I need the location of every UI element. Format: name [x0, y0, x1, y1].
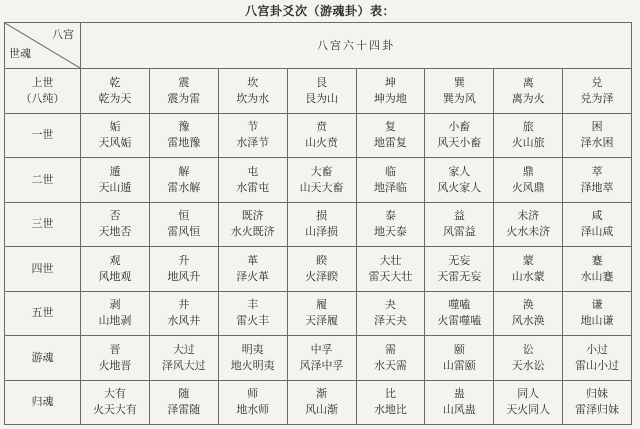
hexagram-cell [425, 113, 494, 158]
hexagram-cell [149, 113, 218, 158]
hexagram-name: 解 [178, 164, 190, 178]
row-label-line: 三世 [31, 217, 54, 231]
hexagram-full-name: 艮为山 [305, 91, 339, 105]
hexagram-full-name: 风泽中孚 [299, 358, 344, 372]
hexagram-full-name: 水泽节 [236, 136, 270, 150]
hexagram-cell [81, 247, 150, 292]
hexagram-name: 师 [247, 387, 259, 401]
hexagram-cell [356, 291, 425, 336]
hexagram-name: 大有 [103, 387, 126, 401]
hexagram-cell [149, 291, 218, 336]
hexagram-cell [494, 158, 563, 203]
hexagram-full-name: 泽地萃 [580, 180, 614, 194]
row-label-line: 归魂 [31, 395, 54, 409]
hexagram-name: 坤 [384, 75, 396, 89]
hexagram-full-name: 火天大有 [92, 403, 137, 417]
hexagram-full-name: 雷水解 [167, 180, 201, 194]
hexagram-cell [425, 247, 494, 292]
hexagram-cell [563, 69, 632, 114]
hexagram-name: 履 [316, 298, 328, 312]
hexagram-cell [218, 202, 287, 247]
hexagram-cell [287, 247, 356, 292]
hexagram-name: 旅 [522, 120, 534, 134]
row-label-line: 游魂 [31, 350, 54, 364]
hexagram-name: 随 [178, 387, 190, 401]
table-row [5, 380, 632, 425]
hexagram-cell [218, 336, 287, 381]
hexagram-cell [494, 113, 563, 158]
hexagram-cell [218, 158, 287, 203]
hexagram-cell [81, 202, 150, 247]
hexagram-full-name: 雷山小过 [575, 358, 620, 372]
header-row [5, 23, 632, 69]
corner-label-generations: 世魂 [9, 47, 31, 60]
hexagram-full-name: 火水未济 [506, 225, 551, 239]
hexagram-cell [218, 291, 287, 336]
hexagram-full-name: 地山谦 [580, 314, 614, 328]
hexagram-full-name: 火山旅 [511, 136, 545, 150]
row-label [5, 291, 81, 336]
hexagram-name: 小过 [586, 342, 609, 356]
hexagram-name: 大过 [172, 342, 195, 356]
hexagram-name: 否 [109, 209, 121, 223]
hexagram-full-name: 地火明夷 [230, 358, 275, 372]
hexagram-name: 既济 [241, 209, 264, 223]
hexagram-cell [425, 158, 494, 203]
hexagram-cell [287, 158, 356, 203]
hexagram-cell [563, 247, 632, 292]
hexagram-cell [218, 113, 287, 158]
hexagram-name: 坎 [247, 75, 259, 89]
hexagram-full-name: 风天小畜 [437, 136, 482, 150]
hexagram-name: 比 [384, 387, 396, 401]
hexagram-full-name: 泽水困 [580, 136, 614, 150]
hexagram-cell [563, 158, 632, 203]
hexagram-name: 姤 [109, 120, 121, 134]
hexagram-full-name: 水火既济 [230, 225, 275, 239]
hexagram-name: 咸 [591, 209, 603, 223]
hexagram-full-name: 地雷复 [373, 136, 407, 150]
hexagram-full-name: 天火同人 [506, 403, 551, 417]
row-label [5, 247, 81, 292]
hexagram-full-name: 火风鼎 [511, 180, 545, 194]
header-span: 八宫六十四卦 [81, 23, 632, 69]
hexagram-full-name: 巽为风 [442, 91, 476, 105]
hexagram-cell [356, 202, 425, 247]
hexagram-cell [356, 69, 425, 114]
hexagram-cell [494, 69, 563, 114]
hexagram-cell [149, 158, 218, 203]
table-row [5, 291, 632, 336]
row-label-line: 上世 [31, 75, 54, 89]
hexagram-name: 贲 [316, 120, 328, 134]
hexagram-full-name: 雷天大壮 [368, 269, 413, 283]
hexagram-full-name: 山雷颐 [442, 358, 476, 372]
hexagram-cell [218, 69, 287, 114]
row-label-line: 五世 [31, 306, 54, 320]
hexagram-full-name: 乾为天 [98, 91, 132, 105]
table-row [5, 113, 632, 158]
hexagram-name: 中孚 [310, 342, 333, 356]
hexagram-cell [356, 380, 425, 425]
hexagram-cell [356, 336, 425, 381]
hexagram-table [4, 22, 632, 425]
hexagram-name: 屯 [247, 164, 259, 178]
hexagram-cell [218, 247, 287, 292]
hexagram-full-name: 风山渐 [305, 403, 339, 417]
hexagram-full-name: 泽天夬 [373, 314, 407, 328]
hexagram-name: 蒙 [522, 253, 534, 267]
hexagram-name: 讼 [522, 342, 534, 356]
hexagram-name: 小畜 [448, 120, 471, 134]
hexagram-full-name: 雷泽归妹 [575, 403, 620, 417]
hexagram-name: 未济 [517, 209, 540, 223]
hexagram-full-name: 地水师 [236, 403, 270, 417]
hexagram-name: 巽 [453, 75, 465, 89]
hexagram-cell [81, 336, 150, 381]
row-label [5, 336, 81, 381]
hexagram-cell [494, 202, 563, 247]
hexagram-cell [287, 202, 356, 247]
hexagram-full-name: 水雷屯 [236, 180, 270, 194]
hexagram-name: 萃 [591, 164, 603, 178]
hexagram-full-name: 雷火丰 [236, 314, 270, 328]
hexagram-name: 归妹 [586, 387, 609, 401]
hexagram-cell [563, 113, 632, 158]
table-row [5, 158, 632, 203]
hexagram-cell [356, 158, 425, 203]
hexagram-cell [494, 247, 563, 292]
hexagram-name: 益 [453, 209, 465, 223]
hexagram-full-name: 坤为地 [373, 91, 407, 105]
row-label-line: （八纯） [20, 91, 65, 105]
hexagram-full-name: 山火贲 [305, 136, 339, 150]
hexagram-full-name: 山地剥 [98, 314, 132, 328]
hexagram-cell [563, 291, 632, 336]
hexagram-cell [425, 336, 494, 381]
row-label [5, 113, 81, 158]
hexagram-name: 乾 [109, 75, 121, 89]
hexagram-full-name: 离为火 [511, 91, 545, 105]
hexagram-full-name: 雷地豫 [167, 136, 201, 150]
hexagram-cell [287, 69, 356, 114]
hexagram-name: 复 [384, 120, 396, 134]
hexagram-name: 明夷 [241, 342, 264, 356]
hexagram-cell [287, 336, 356, 381]
hexagram-name: 鼎 [522, 164, 534, 178]
hexagram-full-name: 风雷益 [442, 225, 476, 239]
hexagram-name: 剥 [109, 298, 121, 312]
hexagram-cell [425, 202, 494, 247]
hexagram-cell [494, 291, 563, 336]
hexagram-name: 大畜 [310, 164, 333, 178]
hexagram-full-name: 天泽履 [305, 314, 339, 328]
hexagram-full-name: 天雷无妄 [437, 269, 482, 283]
hexagram-cell [81, 69, 150, 114]
hexagram-name: 井 [178, 298, 190, 312]
hexagram-name: 节 [247, 120, 259, 134]
hexagram-name: 谦 [591, 298, 603, 312]
hexagram-name: 豫 [178, 120, 190, 134]
hexagram-cell [563, 202, 632, 247]
hexagram-full-name: 雷风恒 [167, 225, 201, 239]
hexagram-cell [149, 380, 218, 425]
hexagram-cell [356, 247, 425, 292]
hexagram-name: 蛊 [453, 387, 465, 401]
hexagram-name: 蹇 [591, 253, 603, 267]
hexagram-cell [81, 380, 150, 425]
hexagram-name: 丰 [247, 298, 259, 312]
hexagram-name: 泰 [384, 209, 396, 223]
table-row [5, 247, 632, 292]
hexagram-full-name: 泽山咸 [580, 225, 614, 239]
hexagram-name: 观 [109, 253, 121, 267]
hexagram-name: 颐 [453, 342, 465, 356]
hexagram-name: 无妄 [448, 253, 471, 267]
hexagram-name: 晋 [109, 342, 121, 356]
hexagram-full-name: 地天泰 [373, 225, 407, 239]
hexagram-name: 遁 [109, 164, 121, 178]
hexagram-name: 临 [384, 164, 396, 178]
hexagram-full-name: 泽风大过 [161, 358, 206, 372]
table-row [5, 336, 632, 381]
corner-label-palaces: 八宫 [52, 28, 74, 41]
hexagram-full-name: 风地观 [98, 269, 132, 283]
hexagram-name: 恒 [178, 209, 190, 223]
hexagram-full-name: 天风姤 [98, 136, 132, 150]
hexagram-full-name: 水风井 [167, 314, 201, 328]
corner-cell [5, 23, 81, 69]
hexagram-name: 兑 [591, 75, 603, 89]
hexagram-cell [563, 380, 632, 425]
hexagram-name: 渐 [316, 387, 328, 401]
hexagram-cell [149, 336, 218, 381]
hexagram-name: 艮 [316, 75, 328, 89]
hexagram-cell [81, 291, 150, 336]
hexagram-name: 震 [178, 75, 190, 89]
hexagram-full-name: 水天需 [373, 358, 407, 372]
hexagram-full-name: 水山蹇 [580, 269, 614, 283]
hexagram-cell [494, 380, 563, 425]
hexagram-full-name: 地风升 [167, 269, 201, 283]
hexagram-full-name: 水地比 [373, 403, 407, 417]
hexagram-name: 大壮 [379, 253, 402, 267]
row-label [5, 69, 81, 114]
row-label-line: 四世 [31, 261, 54, 275]
hexagram-name: 同人 [517, 387, 540, 401]
hexagram-full-name: 山天大畜 [299, 180, 344, 194]
hexagram-name: 家人 [448, 164, 471, 178]
hexagram-cell [425, 69, 494, 114]
hexagram-name: 噬嗑 [448, 298, 471, 312]
hexagram-cell [563, 336, 632, 381]
hexagram-full-name: 风火家人 [437, 180, 482, 194]
hexagram-cell [81, 158, 150, 203]
hexagram-cell [425, 291, 494, 336]
hexagram-name: 离 [522, 75, 534, 89]
hexagram-full-name: 风水涣 [511, 314, 545, 328]
hexagram-full-name: 地泽临 [373, 180, 407, 194]
hexagram-cell [287, 291, 356, 336]
hexagram-full-name: 天地否 [98, 225, 132, 239]
row-label [5, 380, 81, 425]
hexagram-full-name: 山风蛊 [442, 403, 476, 417]
hexagram-name: 夬 [384, 298, 396, 312]
hexagram-full-name: 震为雷 [167, 91, 201, 105]
hexagram-full-name: 火雷噬嗑 [437, 314, 482, 328]
hexagram-cell [287, 113, 356, 158]
table-row [5, 202, 632, 247]
hexagram-full-name: 天山遁 [98, 180, 132, 194]
hexagram-cell [287, 380, 356, 425]
hexagram-cell [494, 336, 563, 381]
page-title: 八宫卦爻次（游魂卦）表： [244, 4, 395, 18]
hexagram-name: 升 [178, 253, 190, 267]
hexagram-name: 革 [247, 253, 259, 267]
hexagram-cell [149, 202, 218, 247]
hexagram-name: 需 [384, 342, 396, 356]
hexagram-name: 困 [591, 120, 603, 134]
hexagram-name: 睽 [316, 253, 328, 267]
table-row [5, 69, 632, 114]
hexagram-full-name: 火地晋 [98, 358, 132, 372]
hexagram-cell [149, 247, 218, 292]
hexagram-full-name: 兑为泽 [580, 91, 614, 105]
hexagram-cell [356, 113, 425, 158]
hexagram-full-name: 泽雷随 [167, 403, 201, 417]
row-label [5, 158, 81, 203]
hexagram-cell [425, 380, 494, 425]
hexagram-full-name: 天水讼 [511, 358, 545, 372]
row-label-line: 一世 [31, 128, 54, 142]
hexagram-cell [149, 69, 218, 114]
hexagram-name: 涣 [522, 298, 534, 312]
hexagram-name: 损 [316, 209, 328, 223]
hexagram-full-name: 泽火革 [236, 269, 270, 283]
row-label [5, 202, 81, 247]
hexagram-full-name: 火泽睽 [305, 269, 339, 283]
hexagram-cell [218, 380, 287, 425]
hexagram-full-name: 山水蒙 [511, 269, 545, 283]
hexagram-cell [81, 113, 150, 158]
hexagram-full-name: 山泽损 [305, 225, 339, 239]
hexagram-full-name: 坎为水 [236, 91, 270, 105]
row-label-line: 二世 [31, 172, 54, 186]
